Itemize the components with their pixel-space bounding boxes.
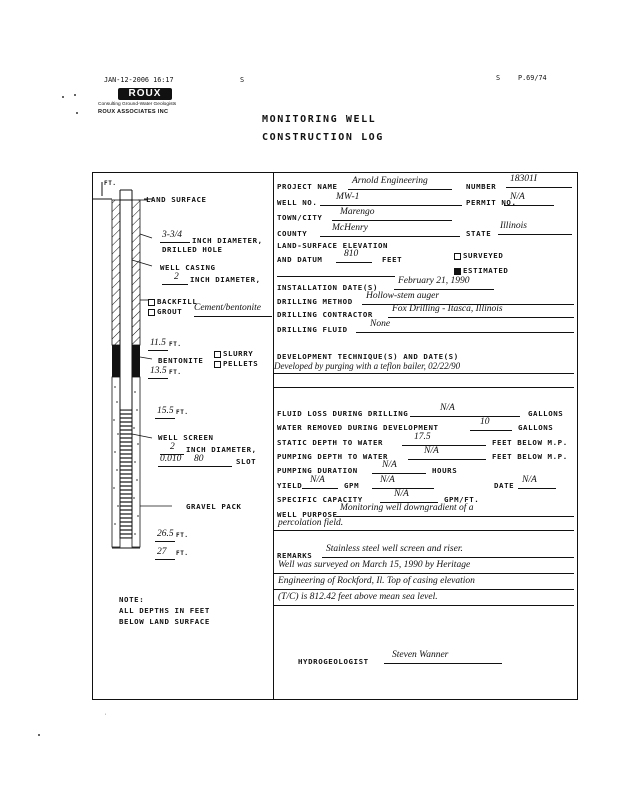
county-label: COUNTY [277,229,308,238]
scan-speck [38,734,40,736]
fax-left-page: S [240,76,245,84]
yield-secondary-value: N/A [380,475,395,485]
surveyed-option: SURVEYED [454,251,503,260]
underline [498,234,572,235]
underline [160,242,190,243]
pumping-depth-unit: FEET BELOW M.P. [492,452,568,461]
pellets-checkbox [214,361,221,368]
fluid-loss-value: N/A [440,403,455,413]
development-label: DEVELOPMENT TECHNIQUE(S) AND DATE(S) [277,352,459,361]
state-value: Illinois [500,221,527,231]
depth-screen-bottom: 26.5 [157,529,174,539]
underline [274,387,574,388]
note-line-1: ALL DEPTHS IN FEET [119,606,210,615]
underline [274,373,574,374]
water-removed-label: WATER REMOVED DURING DEVELOPMENT [277,423,439,432]
underline [356,332,574,333]
underline [274,530,574,531]
slot-value: 0.010 [160,454,182,464]
underline [388,317,574,318]
stickup-label: FT. [104,180,117,187]
depth-bentonite-bottom: 13.5 [150,366,167,376]
pumping-duration-value: N/A [382,460,397,470]
ft-unit: FT. [169,369,182,376]
backfill-checkbox [148,299,155,306]
grout-checkbox [148,309,155,316]
depth-total: 27 [157,547,167,557]
well-purpose-line-1: Monitoring well downgradient of a [340,503,474,513]
screen-label: WELL SCREEN [158,433,214,442]
elevation-value: 810 [344,249,359,259]
well-no-label: WELL NO. [277,198,318,207]
grout-value: Cement/bentonite [194,303,262,313]
state-label: STATE [466,229,492,238]
underline [336,516,574,517]
scan-artifact: · [104,712,108,718]
underline [148,378,168,379]
underline [158,466,232,467]
hole-diameter-value: 3-3/4 [162,230,183,240]
fax-page-count: P.69/74 [518,74,547,82]
underline [194,316,272,317]
hole-label: INCH DIAMETER, [192,236,263,245]
underline [155,541,175,542]
static-depth-label: STATIC DEPTH TO WATER [277,438,384,447]
underline [394,289,494,290]
note-heading: NOTE: [119,595,145,604]
scan-speck [74,94,76,96]
well-no-value: MW-1 [336,192,360,202]
drilling-contractor-value: Fox Drilling - Itasca, Illinois [392,304,503,314]
underline [470,430,512,431]
underline [518,488,556,489]
underline [372,473,426,474]
fax-datetime: JAN-12-2006 16:17 [104,76,174,84]
underline [320,236,460,237]
pellets-option: PELLETS [214,359,258,368]
pumping-depth-label: PUMPING DEPTH TO WATER [277,452,389,461]
install-date-label: INSTALLATION DATE(S) [277,283,378,292]
slot-label: SLOT [236,457,257,466]
screen-diameter-value: 2 [170,442,175,452]
yield-value: N/A [310,475,325,485]
elevation-label-2: AND DATUM [277,255,323,264]
development-value: Developed by purging with a teflon bailer, 02/22/90 [274,361,461,371]
permit-label: PERMIT NO. [466,198,517,207]
screen-unit: INCH DIAMETER, [186,445,257,454]
gallons-unit: GALLONS [528,409,564,418]
slurry-option: SLURRY [214,349,253,358]
form-divider [273,172,274,699]
slot-extra: 80 [194,454,204,464]
form-title-line1: MONITORING WELL [262,114,377,125]
gallons-unit-2: GALLONS [518,423,554,432]
underline [155,559,175,560]
pumping-duration-label: PUMPING DURATION [277,466,358,475]
underline [320,205,462,206]
scan-speck [62,96,64,98]
scan-speck [76,112,78,114]
underline [408,459,486,460]
company-logo: ROUX [118,88,172,100]
casing-label: WELL CASING [160,263,216,272]
underline [274,605,574,606]
drilling-fluid-value: None [370,319,391,329]
number-value: 18301I [510,174,537,184]
remarks-line-1: Stainless steel well screen and riser. [326,544,463,554]
static-depth-unit: FEET BELOW M.P. [492,438,568,447]
drilling-method-value: Hollow-stem auger [366,291,440,301]
underline [384,663,502,664]
underline [148,350,168,351]
hole-label-2: DRILLED HOLE [162,245,223,254]
pumping-depth-value: N/A [424,446,439,456]
yield-label: YIELD [277,481,303,490]
specific-capacity-value: N/A [394,489,409,499]
county-value: McHenry [332,223,368,233]
town-value: Marengo [340,207,375,217]
drilling-contractor-label: DRILLING CONTRACTOR [277,310,373,319]
remarks-label: REMARKS [277,551,313,560]
ft-unit: FT. [176,532,189,539]
company-tagline: Consulting Ground-Water Geologists [98,102,177,107]
gpm-unit: GPM [344,481,360,490]
underline [277,276,395,277]
underline [302,488,338,489]
casing-unit: INCH DIAMETER, [190,275,261,284]
underline [274,589,574,590]
well-purpose-label: WELL PURPOSE [277,510,338,519]
underline [402,445,486,446]
feet-label: FEET [382,255,403,264]
elevation-label-1: LAND-SURFACE ELEVATION [277,241,389,250]
remarks-line-3: Engineering of Rockford, Il. Top of casing elevation [278,576,475,586]
remarks-line-4: (T/C) is 812.42 feet above mean sea level. [278,592,438,602]
install-date-value: February 21, 1990 [398,276,470,286]
water-removed-value: 10 [480,417,490,427]
backfill-option: BACKFILL [148,297,197,306]
company-name: ROUX ASSOCIATES INC [98,109,169,115]
land-surface-label: LAND SURFACE [146,195,207,204]
form-title-line2: CONSTRUCTION LOG [262,132,384,143]
date-label: DATE [494,481,515,490]
drilling-fluid-label: DRILLING FLUID [277,325,348,334]
fax-right-page: S [496,74,501,82]
hours-unit: HOURS [432,466,458,475]
static-depth-value: 17.5 [414,432,431,442]
number-label: NUMBER [466,182,497,191]
casing-diameter-value: 2 [174,272,179,282]
gravel-pack-label: GRAVEL PACK [186,502,242,511]
estimated-checkbox [454,268,461,275]
underline [504,205,554,206]
note-line-2: BELOW LAND SURFACE [119,617,210,626]
underline [274,573,574,574]
date-value: N/A [522,475,537,485]
permit-value: N/A [510,192,525,202]
depth-screen-top: 15.5 [157,406,174,416]
project-name-label: PROJECT NAME [277,182,338,191]
capacity-unit: GPM/FT. [444,495,480,504]
specific-capacity-label: SPECIFIC CAPACITY [277,495,363,504]
drilling-method-label: DRILLING METHOD [277,297,353,306]
underline [410,416,520,417]
remarks-line-2: Well was surveyed on March 15, 1990 by Heritage [278,560,471,570]
underline [322,557,574,558]
project-name-value: Arnold Engineering [352,176,428,186]
underline [348,189,452,190]
fluid-loss-label: FLUID LOSS DURING DRILLING [277,409,409,418]
well-purpose-line-2: percolation field. [278,518,344,528]
hydrogeologist-label: HYDROGEOLOGIST [298,657,369,666]
depth-bentonite-top: 11.5 [150,338,166,348]
ft-unit: FT. [176,550,189,557]
ft-unit: FT. [169,341,182,348]
grout-option: GROUT [148,307,182,316]
bentonite-label: BENTONITE [158,356,204,365]
underline [162,284,188,285]
underline [155,418,175,419]
surveyed-checkbox [454,253,461,260]
underline [506,187,572,188]
underline [332,220,452,221]
underline [336,262,372,263]
ft-unit: FT. [176,409,189,416]
estimated-option: ESTIMATED [454,266,508,275]
slurry-checkbox [214,351,221,358]
hydrogeologist-name: Steven Wanner [392,650,449,660]
town-label: TOWN/CITY [277,213,323,222]
